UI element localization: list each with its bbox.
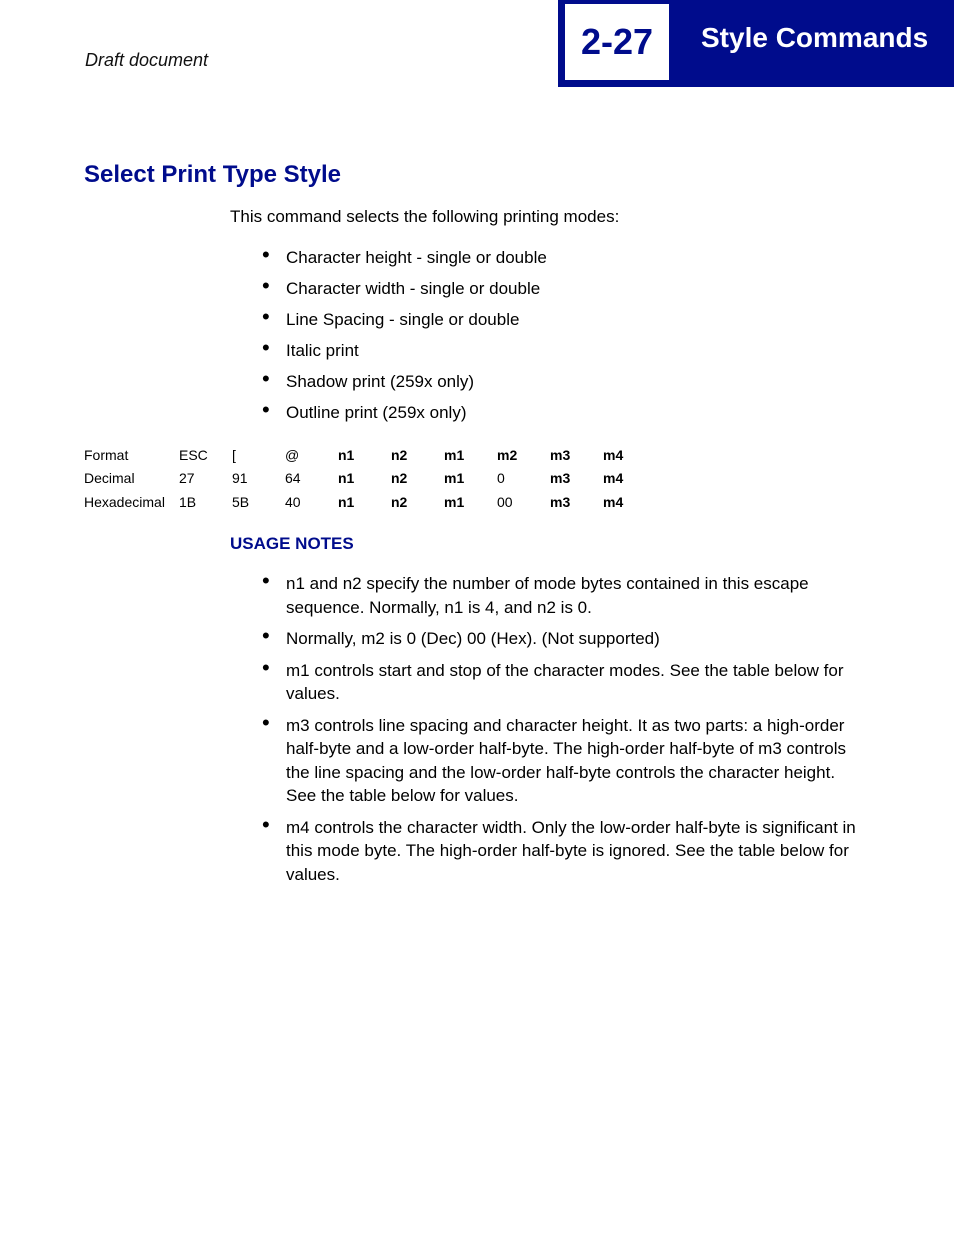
- list-item-text: Shadow print (259x only): [286, 372, 475, 391]
- bullet-icon: •: [262, 335, 270, 360]
- list-item: [262, 335, 822, 362]
- bullet-icon: •: [262, 709, 270, 735]
- section-intro: This command selects the following printing modes:: [230, 207, 620, 226]
- bullet-icon: •: [262, 304, 270, 329]
- list-item: [262, 273, 822, 300]
- page-number-box: [565, 4, 669, 80]
- table-cell: 00: [497, 493, 513, 510]
- table-cell: 5B: [232, 493, 250, 510]
- table-cell: n2: [391, 446, 408, 463]
- list-item: [262, 397, 822, 424]
- table-cell: 91: [232, 470, 248, 487]
- table-cell: @: [285, 446, 300, 463]
- list-item: [262, 623, 868, 651]
- table-cell: n1: [338, 493, 355, 510]
- table-cell: m3: [550, 446, 571, 463]
- table-cell: 27: [179, 470, 195, 487]
- table-cell: m4: [603, 446, 624, 463]
- table-row: [84, 490, 643, 514]
- list-item: [262, 709, 868, 808]
- usage-notes-title: USAGE NOTES: [230, 534, 354, 553]
- table-cell: m4: [603, 493, 624, 510]
- list-item: [262, 242, 822, 269]
- table-cell: n2: [391, 470, 408, 487]
- list-item: [262, 568, 868, 619]
- format-table: [84, 443, 643, 514]
- list-item: [262, 366, 822, 393]
- table-cell: m3: [550, 470, 571, 487]
- list-item-text: m4 controls the character width. Only the low-order half-byte is significant in this mode byte. The high-order half-byte is ignored. See the table below for values.: [286, 817, 856, 884]
- table-cell: 1B: [179, 493, 197, 510]
- bullet-icon: •: [262, 242, 270, 267]
- list-item-text: Italic print: [286, 341, 359, 360]
- list-item: [262, 304, 822, 331]
- table-cell: n1: [338, 446, 355, 463]
- list-item-text: m3 controls line spacing and character height. It as two parts: a high-order half-byte and a low-order half-byte. The high-order half-byte of m3 controls the line spacing and the low-order half-byte controls the character height. See the table below for values.: [286, 715, 847, 805]
- table-cell: Hexadecimal: [84, 493, 165, 510]
- draft-label: Draft document: [85, 50, 209, 70]
- bullet-icon: •: [262, 623, 270, 648]
- list-item: [262, 654, 868, 706]
- list-item: [262, 811, 868, 887]
- page-number: 2-27: [580, 21, 654, 62]
- table-cell: m2: [497, 446, 518, 463]
- table-row: [84, 467, 643, 491]
- bullet-icon: •: [262, 568, 270, 593]
- table-cell: m1: [444, 470, 465, 487]
- list-item-text: Outline print (259x only): [286, 403, 467, 422]
- table-cell: n1: [338, 470, 355, 487]
- table-cell: ESC: [179, 446, 208, 463]
- table-row: [84, 443, 643, 467]
- list-item-text: Character height - single or double: [286, 248, 547, 267]
- bullet-icon: •: [262, 366, 270, 391]
- table-cell: m3: [550, 493, 571, 510]
- list-item-text: Character width - single or double: [286, 279, 541, 298]
- table-cell: m1: [444, 446, 465, 463]
- table-cell: Decimal: [84, 470, 135, 487]
- list-item-text: Normally, m2 is 0 (Dec) 00 (Hex). (Not supported): [286, 629, 660, 648]
- modes-list: [262, 242, 822, 432]
- bullet-icon: •: [262, 273, 270, 298]
- table-cell: Format: [84, 446, 129, 463]
- bullet-icon: •: [262, 811, 270, 837]
- list-item-text: Line Spacing - single or double: [286, 310, 520, 329]
- bullet-icon: •: [262, 397, 270, 422]
- list-item-text: m1 controls start and stop of the character modes. See the table below for values.: [286, 660, 844, 703]
- usage-notes-list: [262, 568, 868, 894]
- table-cell: n2: [391, 493, 408, 510]
- table-cell: 40: [285, 493, 301, 510]
- table-cell: 64: [285, 470, 301, 487]
- table-cell: [: [232, 446, 236, 463]
- table-cell: m1: [444, 493, 465, 510]
- list-item-text: n1 and n2 specify the number of mode bytes contained in this escape sequence. Normally, n1 is 4, and n2 is 0.: [286, 574, 809, 617]
- table-cell: 0: [497, 470, 505, 487]
- table-cell: m4: [603, 470, 624, 487]
- bullet-icon: •: [262, 654, 270, 680]
- section-title: Select Print Type Style: [84, 161, 341, 188]
- chapter-title: Style Commands: [701, 22, 929, 53]
